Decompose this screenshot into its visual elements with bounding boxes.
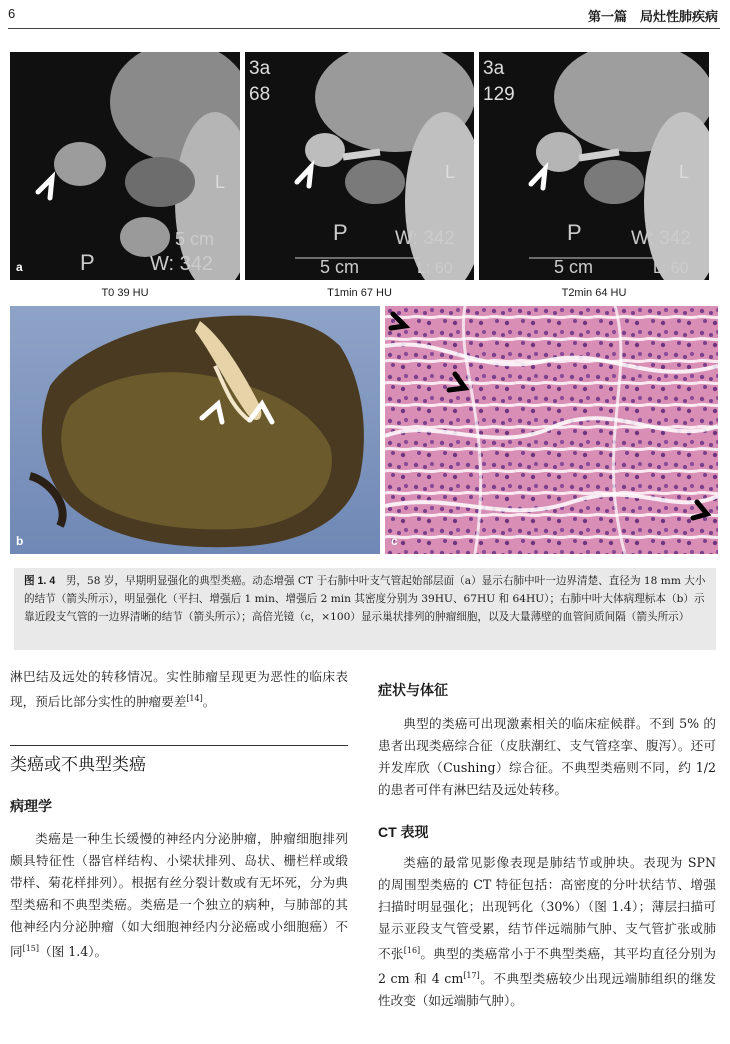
panel-letter-b: b xyxy=(16,534,24,548)
ct-image-number: 68 xyxy=(249,84,271,105)
section-rule xyxy=(10,745,348,746)
ct-w-label: W: 342 xyxy=(631,228,691,249)
ct-image-t0 xyxy=(10,52,240,280)
symptoms-paragraph: 典型的类癌可出现激素相关的临床症候群。不到 5% 的患者出现类癌综合征（皮肤潮红、支气管痉挛、腹泻）。还可并发库欣（Cushing）综合征。不典型类癌则不同，约 1/2 的患者可伴有淋巴结及远处转移。 xyxy=(378,716,716,797)
ct-image-t2 xyxy=(479,52,709,280)
ct-series: 3a xyxy=(249,58,271,79)
ct-l-label: L xyxy=(679,162,690,182)
pathology-paragraph: 类癌是一种生长缓慢的神经内分泌肿瘤，肿瘤细胞排列颇具特征性（器官样结构、小梁状排列、岛状、栅栏样或缎带样、菊花样排列）。根据有丝分裂计数或有无坏死，分为典型类癌和不典型类癌。类癌是一个独立的病种，与肺部的其他神经内分泌肿瘤（如大细胞神经内分泌癌或小细胞癌）不同[15]（图 1.4）。 xyxy=(10,831,348,960)
page-number: 6 xyxy=(8,6,16,21)
histology-image xyxy=(385,306,718,554)
section-title: 类癌或不典型类癌 xyxy=(10,755,146,774)
ct-series: 3a xyxy=(483,58,505,79)
panel-letter-c: c xyxy=(391,534,398,548)
ct-caption-t1: T1min 67 HU xyxy=(327,287,392,299)
ct-l-label: L xyxy=(445,162,456,182)
running-header: 第一篇 局灶性肺疾病 xyxy=(587,9,718,24)
ct-level-label: L: 60 xyxy=(417,260,453,277)
gross-specimen-image xyxy=(10,306,380,554)
ct-caption-t2: T2min 64 HU xyxy=(561,287,627,299)
ct-w-label: W: 342 xyxy=(395,228,455,249)
ct-paragraph: 类癌的最常见影像表现是肺结节或肿块。表现为 SPN 的周围型类癌的 CT 特征包括：高密度的分叶状结节、增强扫描时明显强化；出现钙化（30%）（图 1.4）；薄层扫描可显示亚段支气管受累，结节伴远端肺气肿、支气管扩张或肺不张[16]。典型的类癌常小于不典型类癌，其平均直径分别为 2 cm 和 4 cm[17]。不典型类癌较少出现远端肺组织的继发性改变（如远端肺气肿）。 xyxy=(378,855,717,1009)
header-rule xyxy=(8,28,720,29)
ct-cm-label: 5 cm xyxy=(175,229,215,249)
ct-w-label: W: 342 xyxy=(150,253,213,275)
subsection-title-ct: CT 表现 xyxy=(378,824,429,840)
figure-label: 图 1. 4 xyxy=(24,575,56,587)
ct-image-number: 129 xyxy=(483,84,515,105)
ct-l-label: L xyxy=(215,172,226,192)
ct-p-label: P xyxy=(567,220,582,245)
ct-p-label: P xyxy=(333,220,348,245)
ct-caption-t0: T0 39 HU xyxy=(101,287,149,299)
ct-cm-label: 5 cm xyxy=(554,257,594,277)
subsection-title-pathology: 病理学 xyxy=(10,798,52,814)
panel-letter-a: a xyxy=(16,260,23,274)
continuation-paragraph: 淋巴结及远处的转移情况。实性肺瘤呈现更为恶性的临床表现，预后比部分实性的肿瘤要差[14]。 xyxy=(10,669,348,710)
figure-caption xyxy=(14,568,716,650)
ct-image-t1 xyxy=(245,52,474,280)
ct-cm-label: 5 cm xyxy=(320,257,360,277)
ct-level-label: L: 60 xyxy=(653,260,689,277)
ct-p-label: P xyxy=(80,250,95,275)
subsection-title-symptoms: 症状与体征 xyxy=(378,682,448,698)
figure-caption-text: 男，58 岁，早期明显强化的典型类癌。动态增强 CT 于右肺中叶支气管起始部层面（a）显示右肺中叶一边界清楚、直径为 18 mm 大小的结节（箭头所示），明显强化（平扫、增强后 1 min、增强后 2 min 其密度分别为 39HU、67HU 和 64HU）；右肺中叶大体病理标本（b）示靠近段支气管的一边界清晰的结节（箭头所示）；高倍光镜（c，×100）显示巢状排列的肿瘤细胞，以及大量薄壁的血管间质间隔（箭头所示） xyxy=(24,575,706,623)
